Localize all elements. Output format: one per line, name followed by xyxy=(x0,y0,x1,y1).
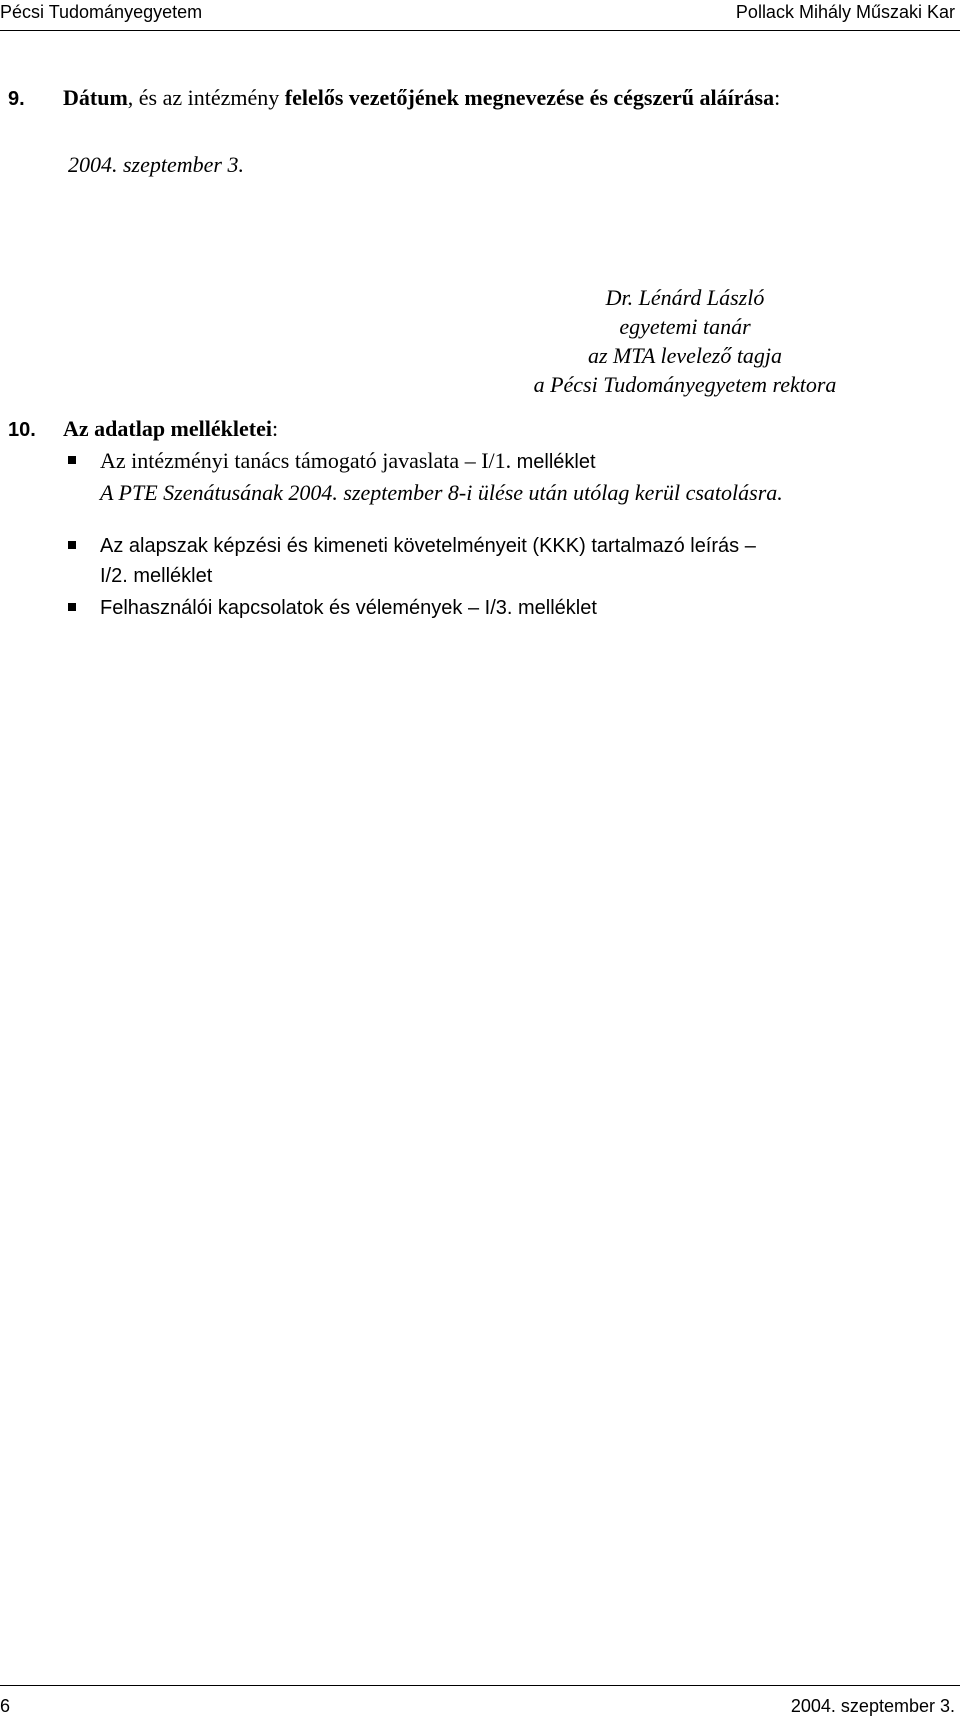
section-9-title-date: Dátum xyxy=(63,85,128,110)
section-9-title-connector: , és az intézmény xyxy=(127,85,285,110)
attachment-1-label: melléklet xyxy=(516,451,596,473)
page-header xyxy=(0,0,960,31)
section-9-date: 2004. szeptember 3. xyxy=(68,152,244,177)
attachment-1-ref: – I/1. xyxy=(459,448,517,473)
section-9-title-colon: : xyxy=(774,85,781,110)
attachment-2-text: Az alapszak képzési és kimeneti követelményeit (KKK) tartalmazó leírás – xyxy=(100,535,756,557)
section-10-title: Az adatlap mellékletei xyxy=(63,416,272,441)
footer-date: 2004. szeptember 3. xyxy=(790,1696,955,1716)
attachment-2-continuation: I/2. melléklet xyxy=(100,565,213,587)
signature-block xyxy=(460,283,910,399)
header-institution: Pécsi Tudományegyetem xyxy=(0,2,203,22)
attachment-1-note: A PTE Szenátusának 2004. szeptember 8-i ülése után utólag kerül csatolásra. xyxy=(100,480,783,505)
square-bullet-icon xyxy=(68,541,76,549)
square-bullet-icon xyxy=(68,603,76,611)
section-10-heading xyxy=(8,414,278,445)
section-10-number: 10. xyxy=(8,419,36,441)
attachment-3-text: Felhasználói kapcsolatok és vélemények – I/3. melléklet xyxy=(100,597,597,619)
attachment-1-text: Az intézményi tanács támogató javaslata xyxy=(100,448,460,473)
signature-position: a Pécsi Tudományegyetem rektora xyxy=(533,372,837,397)
section-10-title-colon: : xyxy=(271,416,279,441)
header-faculty: Pollack Mihály Műszaki Kar xyxy=(735,2,955,22)
page-footer xyxy=(0,1685,960,1724)
square-bullet-icon xyxy=(68,456,76,464)
page-number: 6 xyxy=(0,1696,11,1716)
signature-name: Dr. Lénárd László xyxy=(605,285,765,310)
section-9-title-signature: felelős vezetőjének megnevezése és cégszerű aláírása xyxy=(284,85,775,110)
signature-title: egyetemi tanár xyxy=(619,314,751,339)
section-9-heading xyxy=(8,83,948,114)
signature-membership: az MTA levelező tagja xyxy=(587,343,783,368)
section-9-number: 9. xyxy=(8,88,25,110)
